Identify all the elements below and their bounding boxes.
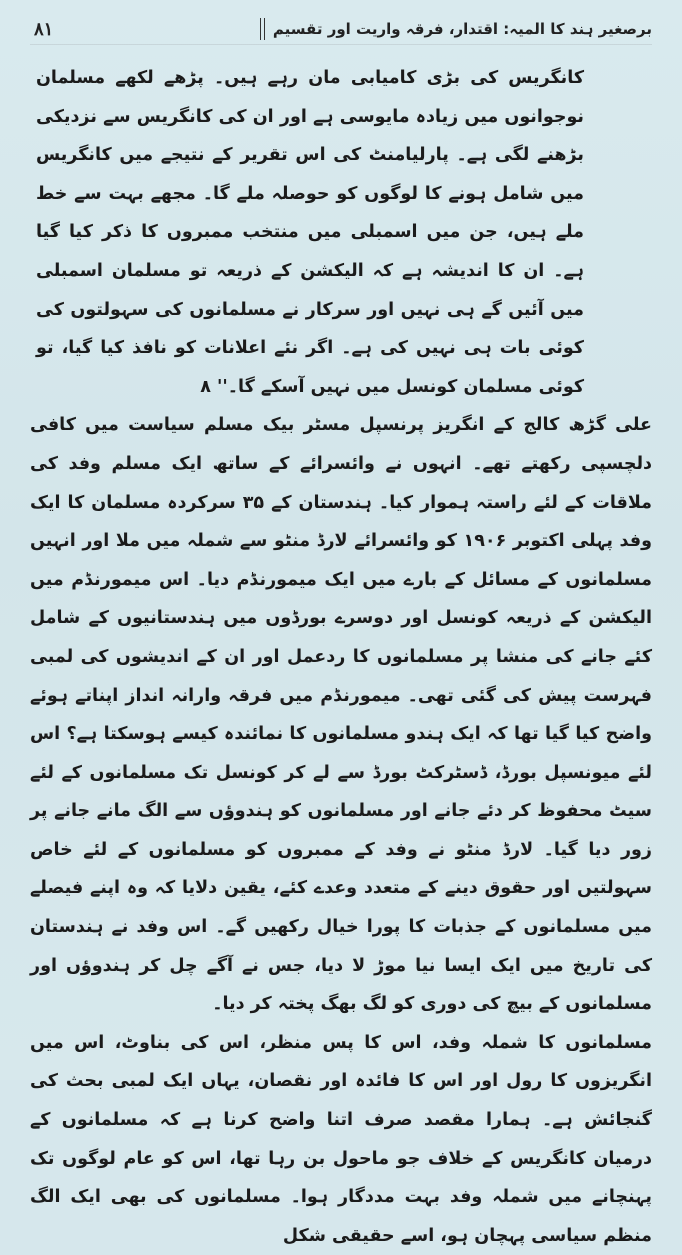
- paragraph: علی گڑھ کالج کے انگریز پرنسپل مسٹر بیک مسلم سیاست میں کافی دلچسپی رکھتے تھے۔ انہوں نے وائسرائے کے ساتھ ایک مسلم وفد کی ملاقات کے لئے راستہ ہموار کیا۔ ہندستان کے ۳۵ سرکردہ مسلمان کا ایک وفد پہلی اکتوبر ۱۹۰۶ کو وائسرائے لارڈ منٹو سے شملہ میں ملا اور انہیں مسلمانوں کے مسائل کے بارے میں ایک میمورنڈم دیا۔ اس میمورنڈم میں الیکشن کے ذریعہ کونسل اور دوسرے بورڈوں میں ہندستانیوں کے شامل کئے جانے کی منشا پر مسلمانوں کا ردعمل اور ان کے اندیشوں کی لمبی فہرست پیش کی گئی تھی۔ میمورنڈم میں فرقہ وارانہ انداز اپناتے ہوئے واضح کیا گیا تھا کہ ایک ہندو مسلمانوں کا نمائندہ کیسے ہوسکتا ہے؟ اس لئے میونسپل بورڈ، ڈسٹرکٹ بورڈ سے لے کر کونسل تک مسلمانوں کے لئے سیٹ محفوظ کر دئے جانے اور مسلمانوں کو ہندوؤں سے الگ مانے جانے پر زور دیا گیا۔ لارڈ منٹو نے وفد کے ممبروں کو مسلمانوں کے لئے خاص سہولتیں اور حقوق دینے کے متعدد وعدے کئے، یقین دلایا کہ وہ اپنے فیصلے میں مسلمانوں کے جذبات کا پورا خیال رکھیں گے۔ اس وفد نے ہندستان کی تاریخ میں ایک ایسا نیا موڑ لا دیا، جس نے آگے چل کر ہندوؤں اور مسلمانوں کے بیچ کی دوری کو لگ بھگ پختہ کر دیا۔: [30, 415, 652, 1015]
- header-divider: [260, 18, 265, 40]
- quoted-paragraph: کانگریس کی بڑی کامیابی مان رہے ہیں۔ پڑھے لکھے مسلمان نوجوانوں میں زیادہ مایوسی ہے اور ان کی کانگریس سے نزدیکی بڑھنے لگی ہے۔ پارلیامنٹ کی اس تقریر کے نتیجے میں کانگریس میں شامل ہونے کا لوگوں کو حوصلہ ملے گا۔ مجھے بہت سے خط ملے ہیں، جن میں اسمبلی میں منتخب ممبروں کا ذکر کیا گیا ہے۔ ان کا اندیشہ ہے کہ الیکشن کے ذریعہ تو مسلمان اسمبلی میں آئیں گے ہی نہیں اور سرکار نے مسلمانوں کی سہولتوں کی کوئی بات ہی نہیں کی ہے۔ اگر نئے اعلانات کو نافذ کیا گیا، تو کوئی مسلمان کونسل میں نہیں آسکے گا۔'' ۸: [36, 68, 584, 397]
- running-head: [260, 18, 652, 40]
- page-header: [30, 14, 652, 45]
- running-title: برصغیر ہند کا المیہ: اقتدار، فرقہ واریت اور تقسیم: [272, 20, 652, 38]
- page-number: ۸۱: [34, 18, 54, 40]
- paragraph: مسلمانوں کا شملہ وفد، اس کا پس منظر، اس کی بناوٹ، اس میں انگریزوں کا رول اور اس کا فائدہ اور نقصان، یہاں ایک لمبی بحث کی گنجائش ہے۔ ہمارا مقصد صرف اتنا واضح کرنا ہے کہ مسلمانوں کے درمیان کانگریس کے خلاف جو ماحول بن رہا تھا، اس کو عام لوگوں تک پہنچانے میں شملہ وفد بہت مددگار ہوا۔ مسلمانوں کی بھی ایک الگ منظم سیاسی پہچان ہو، اسے حقیقی شکل: [30, 1032, 652, 1246]
- body-text: [30, 59, 652, 1255]
